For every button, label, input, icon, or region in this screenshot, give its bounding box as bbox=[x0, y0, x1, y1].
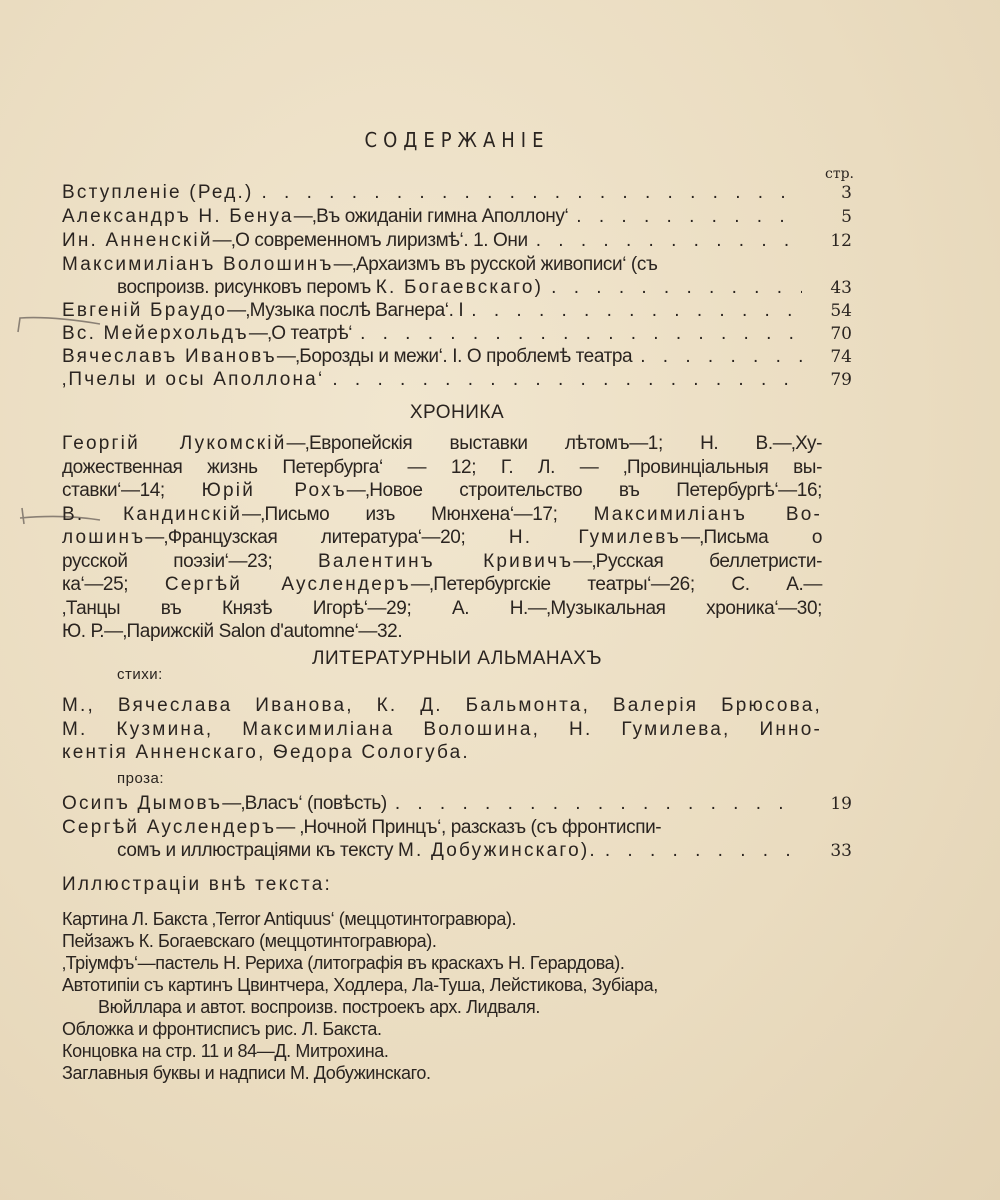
poems-label: стихи: bbox=[117, 666, 163, 683]
entry-author: Сергѣй Ауслендеръ bbox=[62, 817, 277, 838]
toc-entry[interactable] bbox=[62, 181, 852, 205]
toc-entry-continuation: воспроизв. рисунковъ перомъ К. Богаевскаго) . . . 43 bbox=[62, 276, 852, 300]
toc-entry[interactable] bbox=[62, 322, 852, 346]
entry-author: Осипъ Дымовъ bbox=[62, 793, 223, 814]
chronicle-text: ‚Танцы въ Князѣ Игорѣ‘—29; А. Н.—‚Музыкальная хроника‘—30; bbox=[62, 597, 822, 619]
chronicle-text: ставки‘—14; bbox=[62, 480, 202, 501]
toc-entry[interactable] bbox=[62, 368, 852, 392]
page-column-label: стр. bbox=[825, 166, 854, 182]
chronicle-text: —‚Русская беллетристи- bbox=[573, 550, 823, 572]
chronicle-text: —‚Французская литература‘—20; bbox=[145, 527, 509, 548]
leader-dots bbox=[262, 181, 803, 205]
leader-dots bbox=[551, 276, 802, 300]
illustration-item: Обложка и фронтисписъ рис. Л. Бакста. bbox=[62, 1019, 382, 1039]
chronicle-line bbox=[62, 456, 822, 480]
entry-title: —‚Борозды и межи‘. I. О проблемѣ театра bbox=[276, 346, 633, 367]
illustration-item: Картина Л. Бакста ‚Terror Antiquus‘ (меццотинтогравюра). bbox=[62, 909, 517, 929]
chronicle-line bbox=[62, 573, 822, 597]
chronicle-line bbox=[62, 620, 822, 644]
entry-title: —‚О театрѣ‘ bbox=[248, 323, 353, 344]
chronicle-line bbox=[62, 526, 822, 550]
illustration-item: Концовка на стр. 11 и 84—Д. Митрохина. bbox=[62, 1041, 389, 1061]
leader-dots bbox=[360, 322, 802, 346]
entry-author: Вступленiе (Ред.) bbox=[62, 182, 254, 203]
chronicle-text: —‚Письмо изъ Мюнхена‘—17; bbox=[242, 503, 594, 525]
prose-label: проза: bbox=[117, 770, 165, 787]
entry-title: —‚О современномъ лиризмѣ‘. 1. Они bbox=[212, 230, 528, 251]
chronicle-text: —‚Европейскiя выставки лѣтомъ—1; Н. В.—‚Ху- bbox=[286, 433, 822, 454]
illustrations-title: Иллюстрацiи внѣ текста: bbox=[62, 874, 332, 895]
entry-author: Ин. Анненскiй bbox=[62, 230, 213, 251]
entry-page: 12 bbox=[830, 231, 852, 251]
entry-author: Максимилiанъ Волошинъ bbox=[62, 254, 334, 275]
prose-entry[interactable] bbox=[62, 792, 852, 816]
leader-dots bbox=[395, 792, 802, 816]
toc-entry[interactable] bbox=[62, 299, 852, 323]
leader-dots bbox=[471, 299, 802, 323]
entry-page: 54 bbox=[830, 301, 852, 321]
chronicle-paragraph bbox=[62, 432, 822, 644]
chronicle-title: ХРОНИКА bbox=[409, 402, 505, 423]
leader-dots bbox=[605, 839, 802, 863]
entry-title: —‚Въ ожиданiи гимна Аполлону‘ bbox=[293, 206, 569, 227]
chronicle-text: —‚Петербургскiе театры‘—26; С. А.— bbox=[410, 574, 822, 595]
entry-page: 43 bbox=[830, 278, 852, 298]
prose-entry-continuation: сомъ и иллюстрацiями къ тексту М. Добужинскаго). . . . 33 bbox=[62, 839, 852, 863]
entry-title: —‚Архаизмъ въ русской живописи‘ (съ bbox=[333, 254, 658, 275]
chronicle-author: лошинъ bbox=[62, 527, 146, 548]
entry-author: Вс. Мейерхольдъ bbox=[62, 323, 249, 344]
chronicle-author: Н. Гумилевъ bbox=[508, 527, 681, 548]
entry-page: 3 bbox=[841, 183, 852, 203]
entry-author: Александръ Н. Бенуа bbox=[62, 206, 294, 227]
entry-title: — ‚Ночной Принцъ‘, разсказъ (съ фронтиспи- bbox=[276, 817, 662, 838]
chronicle-line bbox=[62, 550, 822, 574]
chronicle-text: русской поэзiи‘—23; bbox=[62, 550, 318, 572]
entry-page: 70 bbox=[830, 324, 852, 344]
chronicle-author: Максимилiанъ Во- bbox=[593, 503, 822, 525]
toc-entry[interactable] bbox=[62, 205, 852, 229]
chronicle-line bbox=[62, 503, 822, 527]
illustration-item: Пейзажъ К. Богаевскаго (меццотинтогравюра). bbox=[62, 931, 437, 951]
illustration-item: Вюйллара и автот. воспроизв. построекъ арх. Лидваля. bbox=[98, 997, 540, 1017]
chronicle-author: В. Кандинскiй bbox=[62, 503, 243, 525]
chronicle-text: дожественная жизнь Петербурга‘ — 12; Г. Л. — ‚Провинцiальныя вы- bbox=[62, 456, 822, 478]
toc-entry[interactable] bbox=[62, 229, 852, 253]
chronicle-text: —‚Новое строительство въ Петербургѣ‘—16; bbox=[346, 480, 822, 501]
entry-page: 19 bbox=[830, 794, 852, 814]
leader-dots bbox=[536, 229, 802, 253]
illustration-item: Заглавныя буквы и надписи М. Добужинскаго. bbox=[62, 1063, 431, 1083]
leader-dots bbox=[576, 205, 802, 229]
entry-author: Вячеславъ Ивановъ bbox=[62, 346, 277, 367]
chronicle-line bbox=[62, 432, 822, 456]
entry-page: 5 bbox=[841, 207, 852, 227]
chronicle-line bbox=[62, 479, 822, 503]
contents-title: СОДЕРЖАНIЕ bbox=[364, 128, 550, 152]
poems-paragraph: М., Вячеслава Иванова, К. Д. Бальмонта, Валерiя Брюсова, М. Кузмина, Максимилiана Волошина, Н. Гумилева, Инно- кентiя Анненскаго, Ѳедора Сологуба. bbox=[62, 695, 822, 763]
chronicle-author: Сергѣй Ауслендеръ bbox=[164, 574, 411, 595]
illustration-item: ‚Трiумфъ‘—пастель Н. Рериха (литографiя въ краскахъ Н. Герардова). bbox=[62, 953, 625, 973]
entry-title: —‚Власъ‘ (повѣсть) bbox=[222, 793, 387, 814]
entry-page: 33 bbox=[830, 841, 852, 861]
chronicle-author: Георгiй Лукомскiй bbox=[62, 433, 287, 454]
entry-page: 74 bbox=[830, 347, 852, 367]
toc-entry[interactable] bbox=[62, 345, 852, 369]
chronicle-text: —‚Письма о bbox=[680, 527, 822, 548]
leader-dots bbox=[332, 368, 802, 392]
prose-entry[interactable] bbox=[62, 816, 852, 840]
entry-page: 79 bbox=[830, 370, 852, 390]
chronicle-line bbox=[62, 597, 822, 621]
chronicle-author: Валентинъ Кривичъ bbox=[317, 550, 574, 572]
leader-dots bbox=[640, 345, 802, 369]
almanac-title: ЛИТЕРАТУРНЫИ АЛЬМАНАХЪ bbox=[311, 648, 603, 669]
entry-author: ‚Пчелы и осы Аполлона‘ bbox=[62, 369, 325, 390]
chronicle-text: ка‘—25; bbox=[62, 574, 165, 595]
illustration-item: Автотипiи съ картинъ Цвинтчера, Ходлера, Ла-Туша, Лейстикова, Зубiара, bbox=[62, 975, 658, 995]
toc-entry[interactable] bbox=[62, 253, 852, 277]
chronicle-text: Ю. Р.—‚Парижскiй Salon d'automne‘—32. bbox=[62, 621, 403, 642]
chronicle-author: Юрiй Рохъ bbox=[201, 480, 347, 501]
entry-title: —‚Музыка послѣ Вагнера‘. I bbox=[227, 300, 464, 321]
entry-author: Евгенiй Браудо bbox=[62, 300, 228, 321]
